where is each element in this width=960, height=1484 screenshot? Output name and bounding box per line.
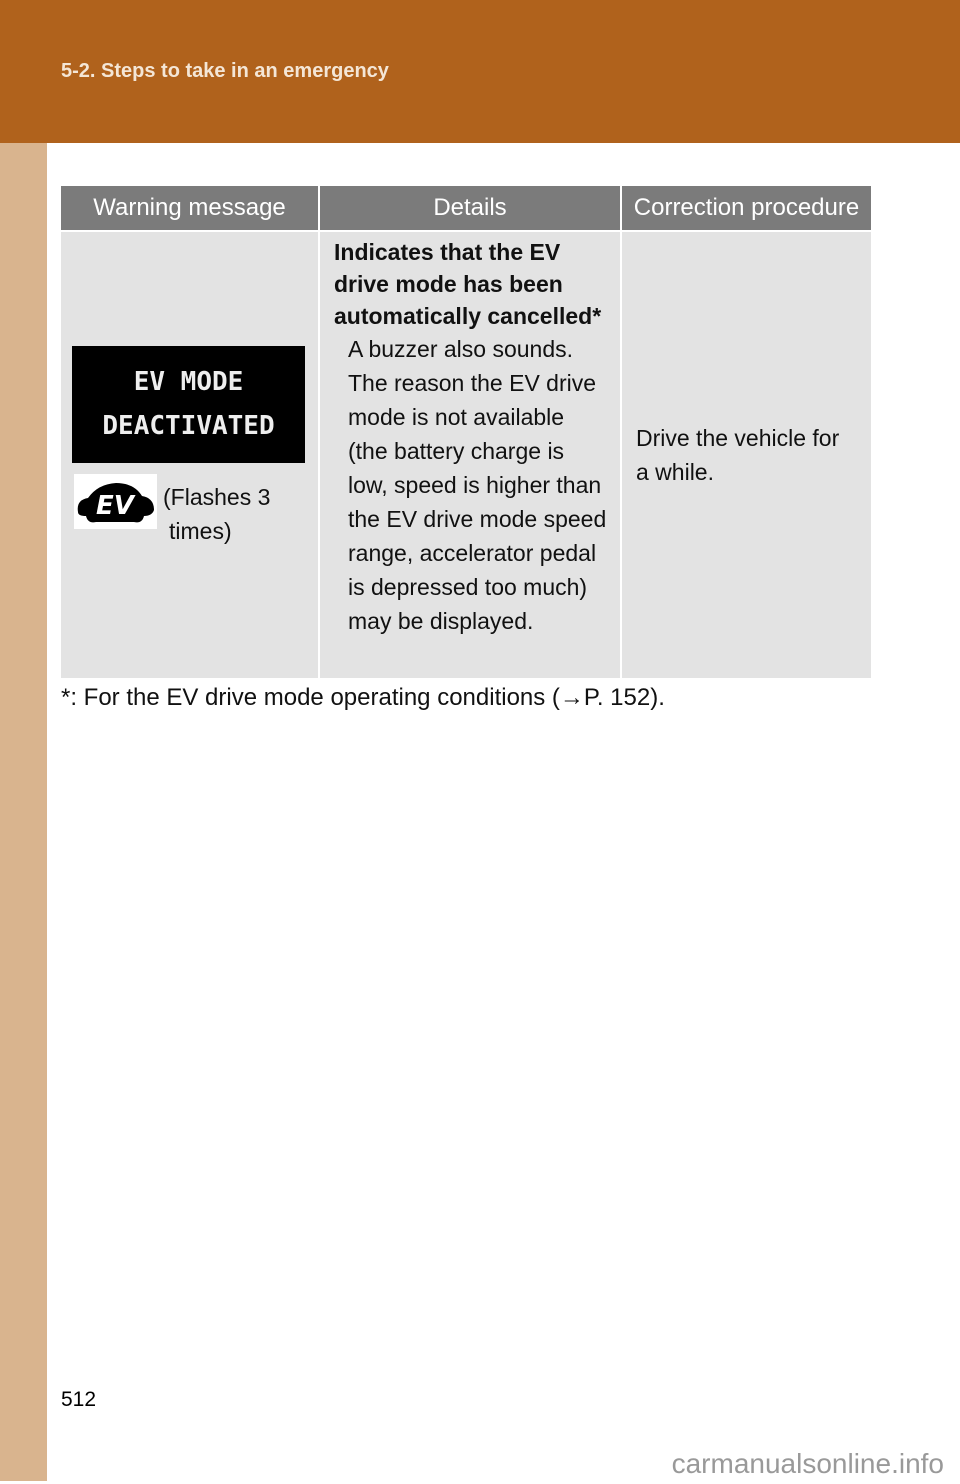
warning-table [61,186,871,678]
footnote: *: For the EV drive mode operating conditions (→P. 152). [61,684,665,711]
column-header: Warning message [61,186,319,231]
correction-cell: Drive the vehicle for a while. [621,231,871,678]
flash-text: times) [169,518,232,544]
display-line: DEACTIVATED [102,411,275,441]
details-text: A buzzer also sounds. [348,336,574,362]
side-tab [0,143,47,1481]
details-cell [319,231,621,678]
watermark: carmanualsonline.info [671,1448,944,1479]
ev-mode-display [72,346,305,463]
ev-indicator-icon [74,474,157,529]
flash-text: (Flashes 3 [163,484,271,510]
table-header-row [61,186,871,231]
section-title: 5-2. Steps to take in an emergency [61,60,389,82]
section-header [0,0,960,143]
details-heading: Indicates that the EV drive mode has been automatically cancelled* [334,239,602,329]
page-number: 512 [61,1388,97,1411]
table-row [61,231,871,678]
warning-message-cell [61,231,319,678]
flash-note [163,480,270,548]
display-line: EV MODE [133,367,244,397]
column-header: Correction procedure [621,186,871,231]
column-header: Details [319,186,621,231]
svg-text:EV: EV [96,491,134,521]
details-text: The reason the EV drive mode is not available (the battery charge is low, speed is higher than the EV drive mode speed range, accelerator pedal is depressed too much) may be displayed. [348,370,607,634]
